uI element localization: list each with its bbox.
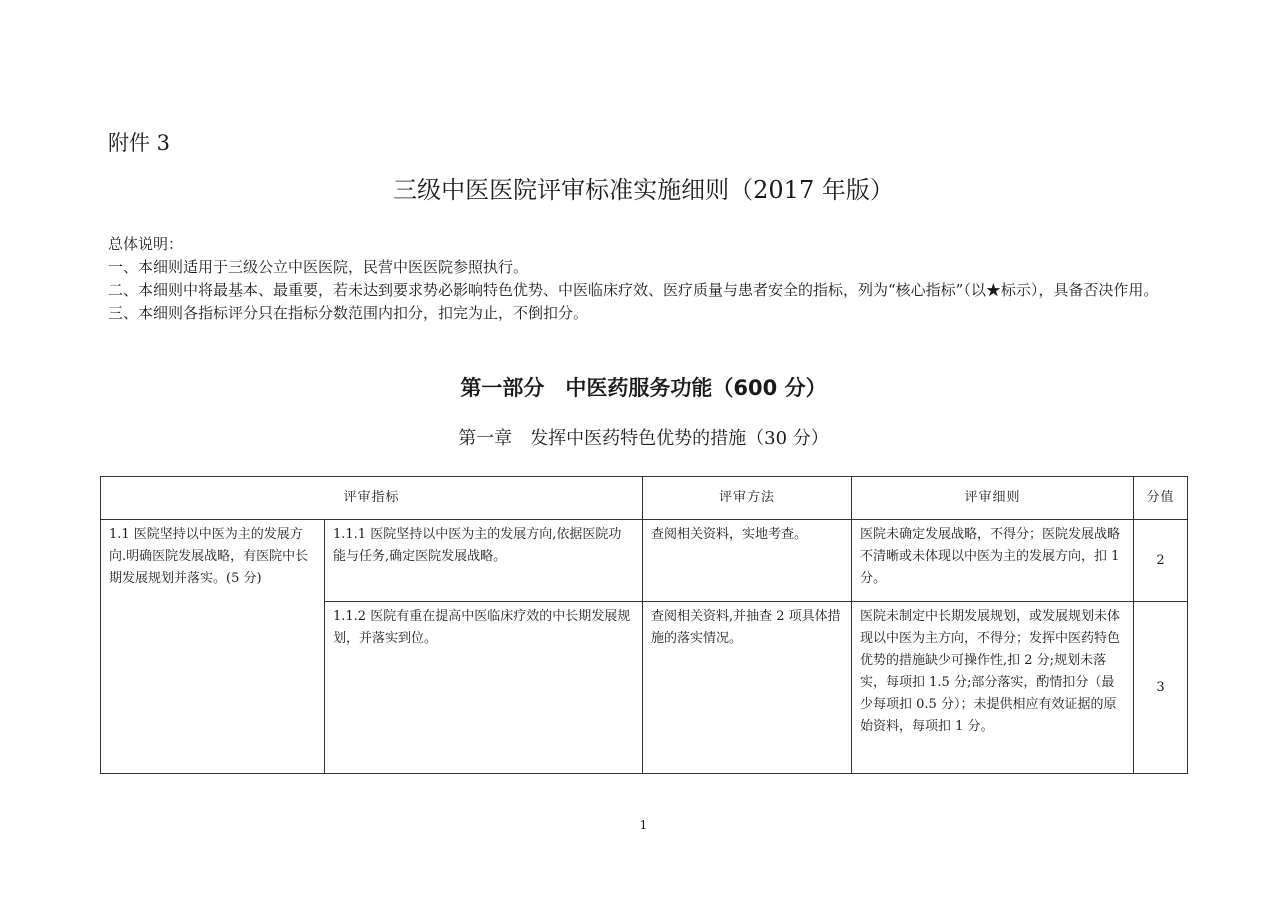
method-cell: 查阅相关资料，实地考查。 bbox=[643, 520, 852, 602]
details-cell: 医院未确定发展战略，不得分；医院发展战略不清晰或未体现以中医为主的发展方向，扣 1 分。 bbox=[852, 520, 1134, 602]
chapter-title: 第一章 发挥中医药特色优势的措施（30 分） bbox=[458, 428, 829, 449]
attachment-label: 附件 3 bbox=[108, 131, 171, 155]
details-cell: 医院未制定中长期发展规划，或发展规划未体现以中医为主方向，不得分；发挥中医药特色优势的措施缺少可操作性,扣 2 分;规划未落实，每项扣 1.5 分;部分落实，酌情扣分（最少每项扣 0.5 分）；未提供相应有效证据的原始资料，每项扣 1 分。 bbox=[852, 602, 1134, 774]
notes-heading: 总体说明： bbox=[108, 235, 184, 253]
page-number: 1 bbox=[639, 818, 648, 832]
notes-item-3: 三、本细则各指标评分只在指标分数范围内扣分，扣完为止，不倒扣分。 bbox=[108, 304, 589, 322]
table-header-row bbox=[101, 477, 1188, 520]
method-cell: 查阅相关资料,并抽查 2 项具体措施的落实情况。 bbox=[643, 602, 852, 774]
notes-item-2: 二、本细则中将最基本、最重要，若未达到要求势必影响特色优势、中医临床疗效、医疗质量与患者安全的指标，列为“核心指标”（以★标示），具备否决作用。 bbox=[108, 281, 1159, 299]
table-row bbox=[101, 520, 1188, 602]
score-cell: 2 bbox=[1134, 520, 1188, 602]
criteria-table bbox=[100, 476, 1188, 774]
group-indicator-cell: 1.1 医院坚持以中医为主的发展方向.明确医院发展战略，有医院中长期发展规划并落实。(5 分) bbox=[101, 520, 325, 774]
general-notes bbox=[108, 233, 1183, 325]
header-method: 评审方法 bbox=[643, 477, 852, 520]
document-title: 三级中医医院评审标准实施细则（2017 年版） bbox=[393, 176, 894, 204]
notes-item-1: 一、本细则适用于三级公立中医医院，民营中医医院参照执行。 bbox=[108, 258, 529, 276]
part-title: 第一部分 中医药服务功能（600 分） bbox=[460, 376, 827, 400]
header-indicator: 评审指标 bbox=[101, 477, 643, 520]
score-cell: 3 bbox=[1134, 602, 1188, 774]
header-score: 分值 bbox=[1134, 477, 1188, 520]
sub-indicator-cell: 1.1.2 医院有重在提高中医临床疗效的中长期发展规划，并落实到位。 bbox=[325, 602, 643, 774]
header-details: 评审细则 bbox=[852, 477, 1134, 520]
sub-indicator-cell: 1.1.1 医院坚持以中医为主的发展方向,依据医院功能与任务,确定医院发展战略。 bbox=[325, 520, 643, 602]
